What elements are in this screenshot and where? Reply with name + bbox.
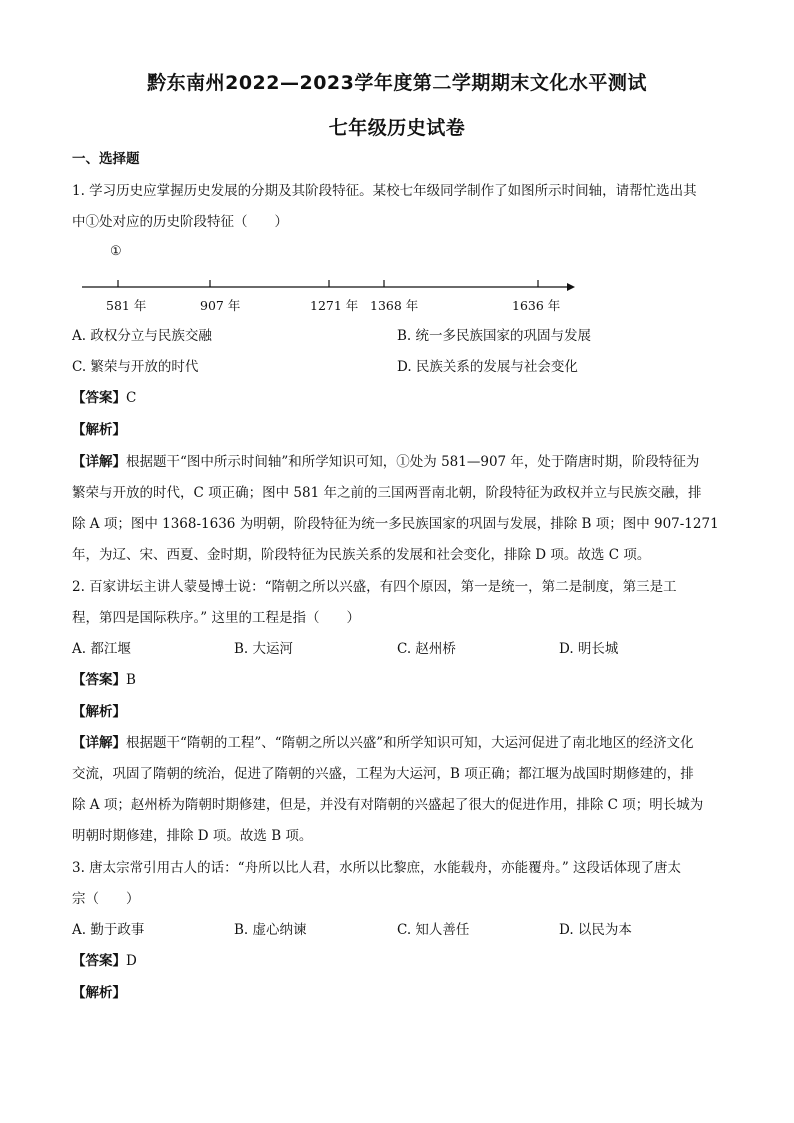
timeline-label-581: 581 年 <box>106 298 147 313</box>
q2-option-a: A. 都江堰 <box>72 641 131 657</box>
q2-stem-line-2: 程，第四是国际秩序。” 这里的工程是指（ ） <box>72 610 360 626</box>
q3-answer-tag: 【答案】 <box>72 953 126 969</box>
q1-stem-line-1: 1. 学习历史应掌握历史发展的分期及其阶段特征。某校七年级同学制作了如图所示时间轴，请帮忙选出其 <box>72 183 697 199</box>
q1-detail-text-1: 根据题干“图中所示时间轴”和所学知识可知，①处为 581—907 年，处于隋唐时期，阶段特征为 <box>126 454 700 470</box>
timeline-label-1636: 1636 年 <box>512 298 561 313</box>
q3-stem-line-2: 宗（ ） <box>72 891 140 907</box>
q3-option-c: C. 知人善任 <box>397 922 470 938</box>
q2-detail-line-1 <box>72 733 724 753</box>
q1-detail-tag: 【详解】 <box>72 454 126 470</box>
q1-answer-line <box>72 388 724 408</box>
q1-detail-line-4: 年，为辽、宋、西夏、金时期，阶段特征为民族关系的发展和社会变化，排除 D 项。故选 C 项。 <box>72 547 651 563</box>
q3-option-d: D. 以民为本 <box>559 922 632 938</box>
q1-option-c: C. 繁荣与开放的时代 <box>72 359 199 375</box>
q1-option-b: B. 统一多民族国家的巩固与发展 <box>397 328 592 344</box>
q1-stem-line-2: 中①处对应的历史阶段特征（ ） <box>72 214 288 230</box>
q2-detail-line-3: 除 A 项；赵州桥为隋朝时期修建，但是，并没有对隋朝的兴盛起了很大的促进作用，排除 C 项；明长城为 <box>72 797 704 813</box>
q1-analysis-line <box>72 420 724 440</box>
q2-answer: B <box>126 672 136 688</box>
q1-analysis-tag: 【解析】 <box>72 422 126 438</box>
q2-option-c: C. 赵州桥 <box>397 641 456 657</box>
q2-analysis-tag: 【解析】 <box>72 704 126 720</box>
q2-detail-line-2: 交流，巩固了隋朝的统治，促进了隋朝的兴盛，工程为大运河，B 项正确；都江堰为战国时期修建的，排 <box>72 766 694 782</box>
q2-detail-line-4: 明朝时期修建，排除 D 项。故选 B 项。 <box>72 828 313 844</box>
q2-answer-line <box>72 670 724 690</box>
q1-answer-tag: 【答案】 <box>72 390 126 406</box>
q2-option-d: D. 明长城 <box>559 641 619 657</box>
page-title: 黔东南州2022—2023学年度第二学期期末文化水平测试 <box>147 72 647 94</box>
page-subtitle: 七年级历史试卷 <box>328 117 466 139</box>
timeline-label-907: 907 年 <box>200 298 241 313</box>
timeline-marker: ① <box>110 244 122 259</box>
q3-analysis-tag: 【解析】 <box>72 985 126 1001</box>
q3-option-a: A. 勤于政事 <box>72 922 145 938</box>
q3-option-b: B. 虚心纳谏 <box>234 922 307 938</box>
q3-stem-line-1: 3. 唐太宗常引用古人的话：“舟所以比人君，水所以比黎庶，水能载舟，亦能覆舟。” 这段话体现了唐太 <box>72 860 682 876</box>
q3-analysis-line <box>72 983 724 1003</box>
q1-option-a: A. 政权分立与民族交融 <box>72 328 212 344</box>
timeline-label-1271: 1271 年 <box>310 298 359 313</box>
q1-detail-line-3: 除 A 项；图中 1368-1636 为明朝，阶段特征为统一多民族国家的巩固与发展，排除 B 项；图中 907-1271 <box>72 516 719 532</box>
q1-answer: C <box>126 390 137 406</box>
q1-detail-line-2: 繁荣与开放的时代，C 项正确；图中 581 年之前的三国两晋南北朝，阶段特征为政权并立与民族交融，排 <box>72 485 702 501</box>
q2-detail-tag: 【详解】 <box>72 735 126 751</box>
section-heading: 一、选择题 <box>72 151 140 167</box>
q2-detail-text-1: 根据题干“隋朝的工程”、“隋朝之所以兴盛”和所学知识可知，大运河促进了南北地区的经济文化 <box>126 735 694 751</box>
timeline-label-1368: 1368 年 <box>370 298 419 313</box>
q1-option-d: D. 民族关系的发展与社会变化 <box>397 359 578 375</box>
q2-option-b: B. 大运河 <box>234 641 294 657</box>
q3-answer-line <box>72 951 724 971</box>
q3-answer: D <box>126 953 137 969</box>
q2-answer-tag: 【答案】 <box>72 672 126 688</box>
q1-detail-line-1 <box>72 452 724 472</box>
q2-stem-line-1: 2. 百家讲坛主讲人蒙曼博士说：“隋朝之所以兴盛，有四个原因，第一是统一，第二是制度，第三是工 <box>72 579 677 595</box>
q1-timeline <box>72 244 592 316</box>
q2-analysis-line <box>72 702 724 722</box>
